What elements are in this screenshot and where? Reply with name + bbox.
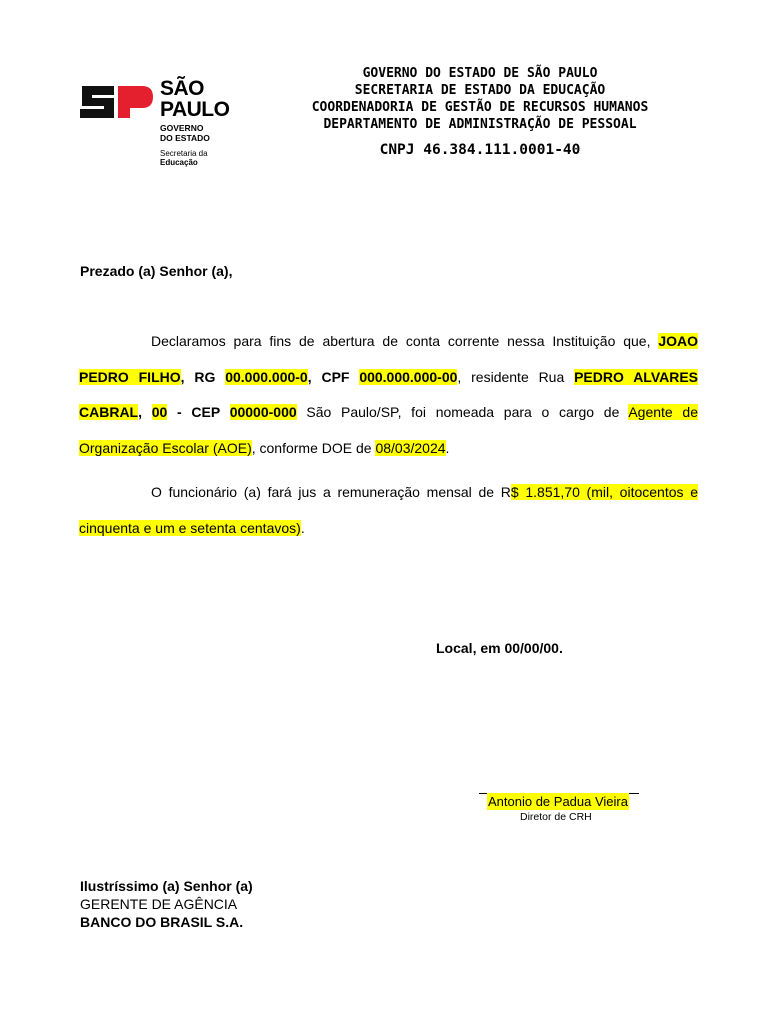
sp-logo-icon: [78, 82, 154, 122]
sao-paulo-logo: [78, 78, 238, 173]
salary-paragraph: [79, 475, 698, 546]
header-line-2: SECRETARIA DE ESTADO DA EDUCAÇÃO: [354, 83, 606, 98]
street-number: 00: [151, 404, 168, 420]
salary-amount: $ 1.851,70 (mil, oitocentos e cinquenta e um e setenta centavos): [79, 484, 698, 536]
cnpj: CNPJ 46.384.111.0001-40: [379, 142, 581, 158]
greeting: Prezado (a) Senhor (a),: [80, 263, 233, 279]
job-role: Agente de Organização Escolar (AOE): [79, 404, 698, 456]
employee-name: JOAO PEDRO FILHO: [79, 333, 698, 385]
letterhead: [260, 65, 700, 159]
cpf-number: 000.000.000-00: [359, 368, 458, 385]
cep-label: - CEP: [167, 404, 230, 420]
addressee-bank: BANCO DO BRASIL S.A.: [80, 914, 244, 930]
doe-text: , conforme DOE de: [251, 439, 376, 456]
p1-end: .: [445, 439, 450, 456]
logo-text: [160, 78, 229, 167]
doe-date: 08/03/2024: [375, 439, 446, 456]
rg-label: , RG: [180, 368, 226, 385]
signatory-role: Diretor de CRH: [520, 811, 592, 823]
cpf-label: , CPF: [307, 368, 360, 385]
p2-end: .: [300, 519, 305, 536]
resident-text: , residente Rua: [457, 368, 575, 385]
declaration-paragraph: [79, 324, 698, 466]
logo-educacao: Educação: [160, 158, 198, 167]
local-date: Local, em 00/00/00.: [436, 640, 563, 656]
header-line-3: COORDENADORIA DE GESTÃO DE RECURSOS HUMANOS: [311, 100, 649, 115]
header-line-1: GOVERNO DO ESTADO DE SÃO PAULO: [362, 66, 598, 81]
addressee-title: GERENTE DE AGÊNCIA: [80, 896, 238, 912]
logo-governo: [160, 123, 229, 143]
street-name: PEDRO ALVARES CABRAL: [79, 368, 699, 420]
p2-intro: O funcionário (a) fará jus a remuneração mensal de R: [151, 484, 511, 500]
addressee-salutation: Ilustríssimo (a) Senhor (a): [80, 878, 253, 894]
logo-secretaria: Secretaria da: [160, 149, 208, 158]
header-line-4: DEPARTAMENTO DE ADMINISTRAÇÃO DE PESSOAL: [323, 117, 637, 132]
logo-governo-line1: GOVERNO: [160, 123, 204, 133]
logo-paulo: PAULO: [160, 98, 230, 121]
p1-intro: Declaramos para fins de abertura de conta corrente nessa Instituição que,: [151, 333, 659, 349]
rg-number: 00.000.000-0: [225, 368, 308, 385]
logo-sao: SÃO: [160, 77, 205, 100]
city-text: São Paulo/SP, foi nomeada para o cargo de: [296, 404, 629, 420]
logo-governo-line2: DO ESTADO: [160, 133, 210, 143]
cep-number: 00000-000: [229, 404, 297, 420]
addressee-block: [80, 877, 253, 931]
signatory-name: Antonio de Padua Vieira: [488, 794, 628, 809]
address-comma: ,: [138, 404, 152, 420]
